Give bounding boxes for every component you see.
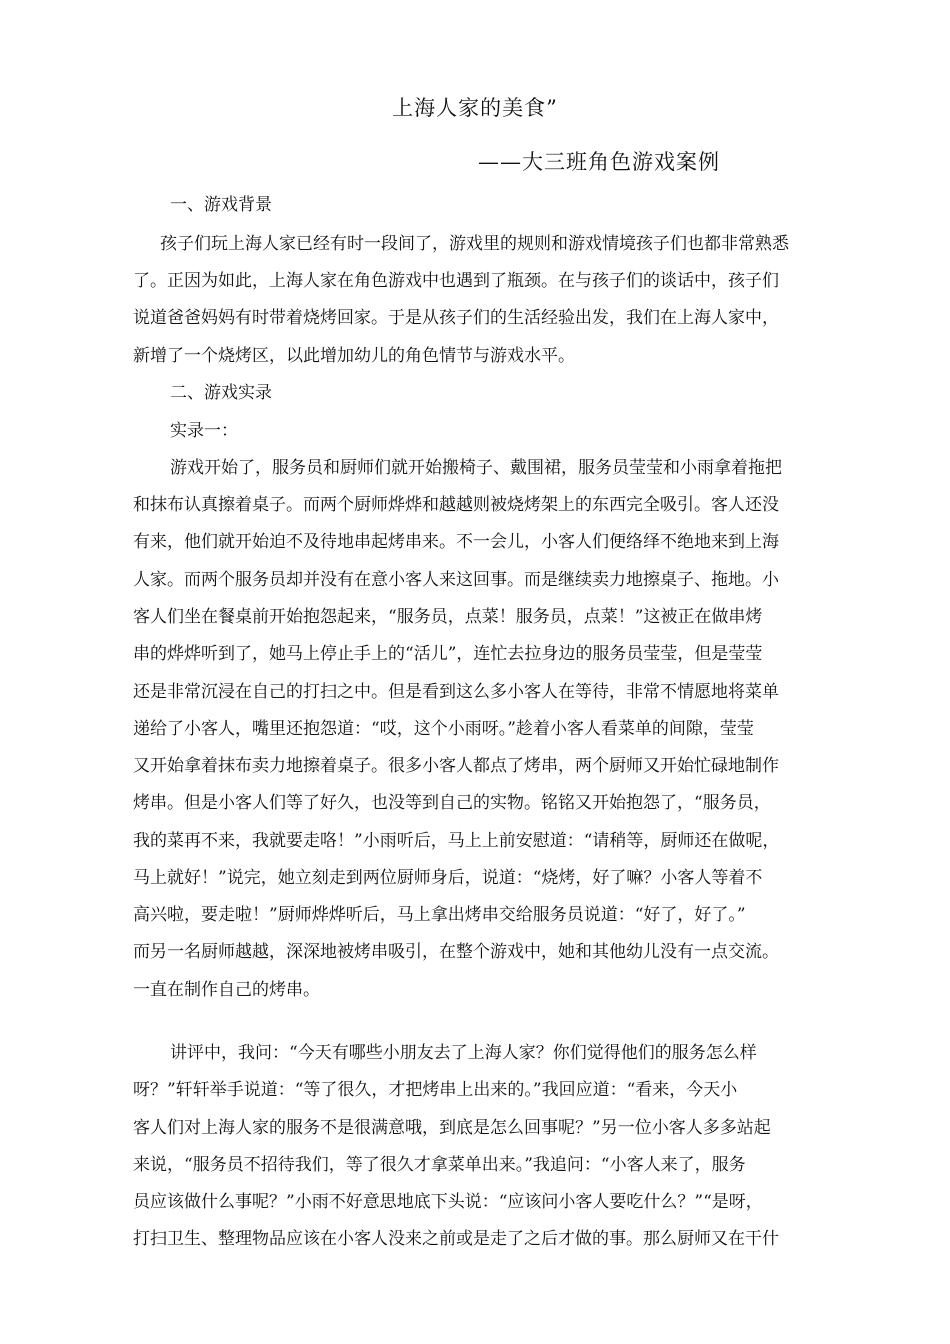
paragraph-line: 我的菜再不来，我就要走咯！”小雨听后，马上上前安慰道：“请稍等，厨师还在做呢， — [133, 831, 780, 851]
paragraph-line: 马上就好！”说完，她立刻走到两位厨师身后，说道：“烧烤，好了嘛？小客人等着不 — [133, 868, 763, 888]
paragraph-line: 打扫卫生、整理物品应该在小客人没来之前或是走了之后才做的事。那么厨师又在干什 — [133, 1229, 779, 1249]
paragraph-line: 新增了一个烧烤区，以此增加幼儿的角色情节与游戏水平。 — [133, 346, 575, 366]
paragraph-line: 有来，他们就开始迫不及待地串起烤串来。不一会儿，小客人们便络绎不绝地来到上海 — [133, 532, 779, 552]
paragraph-line: 又开始拿着抹布卖力地擦着桌子。很多小客人都点了烤串，两个厨师又开始忙碌地制作 — [133, 756, 779, 776]
paragraph-line: 烤串。但是小客人们等了好久，也没等到自己的实物。铭铭又开始抱怨了，“服务员， — [133, 793, 771, 813]
paragraph-line: 和抹布认真擦着桌子。而两个厨师烨烨和越越则被烧烤架上的东西完全吸引。客人还没 — [133, 495, 779, 515]
paragraph-line: 来说，“服务员不招待我们，等了很久才拿菜单出来。”我追问：“小客人来了，服务 — [133, 1155, 746, 1175]
paragraph-line: 游戏开始了，服务员和厨师们就开始搬椅子、戴围裙，服务员莹莹和小雨拿着拖把 — [170, 458, 782, 478]
section-heading-record: 二、游戏实录 — [170, 383, 272, 403]
paragraph-line: 呀？”轩轩举手说道：“等了很久，才把烤串上出来的。”我回应道：“看来，今天小 — [133, 1080, 738, 1100]
paragraph-line: 人家。而两个服务员却并没有在意小客人来这回事。而是继续卖力地擦桌子、拖地。小 — [133, 570, 779, 590]
paragraph-line: 讲评中，我问：“今天有哪些小朋友去了上海人家？你们觉得他们的服务怎么样 — [170, 1043, 757, 1063]
paragraph-line: 孩子们玩上海人家已经有时一段间了，游戏里的规则和游戏情境孩子们也都非常熟悉 — [160, 234, 789, 254]
record-heading: 实录一： — [170, 421, 238, 441]
paragraph-line: 了。正因为如此，上海人家在角色游戏中也遇到了瓶颈。在与孩子们的谈话中，孩子们 — [133, 271, 779, 291]
paragraph-line: 串的烨烨听到了，她马上停止手上的“活儿”，连忙去拉身边的服务员莹莹，但是莹莹 — [133, 644, 763, 664]
paragraph-line: 高兴啦，要走啦！”厨师烨烨听后，马上拿出烤串交给服务员说道：“好了，好了。” — [133, 905, 746, 925]
paragraph-line: 递给了小客人，嘴里还抱怨道：“哎，这个小雨呀。”趁着小客人看菜单的间隙，莹莹 — [133, 719, 754, 739]
paragraph-line: 说道爸爸妈妈有时带着烧烤回家。于是从孩子们的生活经验出发，我们在上海人家中， — [133, 308, 779, 328]
paragraph-line: 客人们对上海人家的服务不是很满意哦，到底是怎么回事呢？”另一位小客人多多站起 — [133, 1118, 771, 1138]
document-subtitle: ——大三班角色游戏案例 — [478, 150, 720, 174]
document-title: 上海人家的美食” — [392, 96, 558, 120]
paragraph-line: 而另一名厨师越越，深深地被烤串吸引，在整个游戏中，她和其他幼儿没有一点交流。 — [133, 942, 779, 962]
paragraph-line: 员应该做什么事呢？”小雨不好意思地底下头说：“应该问小客人要吃什么？”“是呀， — [133, 1192, 763, 1212]
section-heading-background: 一、游戏背景 — [170, 195, 272, 215]
paragraph-line: 一直在制作自己的烤串。 — [133, 980, 320, 1000]
paragraph-line: 客人们坐在餐桌前开始抱怨起来，“服务员，点菜！服务员，点菜！”这被正在做串烤 — [133, 607, 763, 627]
paragraph-line: 还是非常沉浸在自己的打扫之中。但是看到这么多小客人在等待，非常不情愿地将菜单 — [133, 682, 779, 702]
